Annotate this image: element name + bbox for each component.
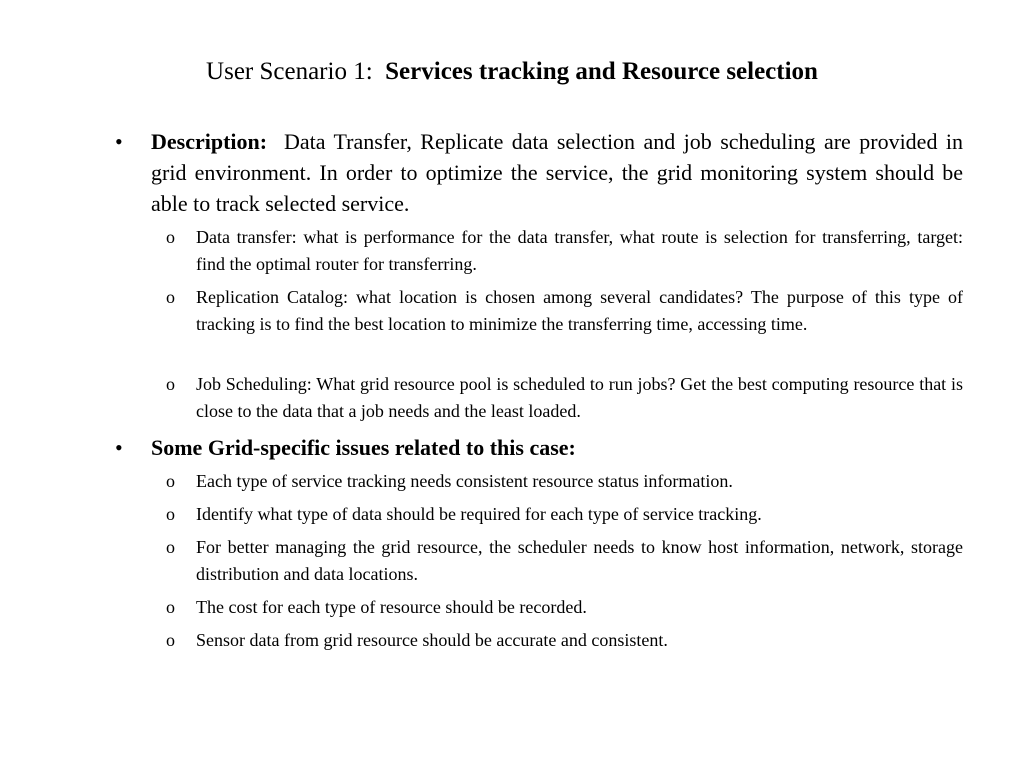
sub-item-scheduler-needs: For better managing the grid resource, the scheduler needs to know host information, network, storage distribution and data locations. xyxy=(196,537,963,584)
sub-item-job-scheduling: Job Scheduling: What grid resource pool is scheduled to run jobs? Get the best computing resource that is close to the data that a job needs and the least loaded. xyxy=(196,374,963,421)
sub-marker: o xyxy=(166,227,175,247)
sub-marker: o xyxy=(166,471,175,491)
sub-marker: o xyxy=(166,287,175,307)
sub-item-identify-data: Identify what type of data should be required for each type of service tracking. xyxy=(196,504,762,524)
bullet-text: Data Transfer, Replicate data selection and job scheduling are provided in grid environment. In order to optimize the service, the grid monitoring system should be able to track selected service. xyxy=(151,129,963,216)
sub-item-data-transfer: Data transfer: what is performance for the data transfer, what route is selection for transferring, target: find the optimal router for transferring. xyxy=(196,227,963,274)
sub-marker: o xyxy=(166,504,175,524)
title-main: Services tracking and Resource selection xyxy=(385,58,818,85)
sub-marker: o xyxy=(166,537,175,557)
bullet-description xyxy=(151,126,963,219)
bullet-label: Some Grid-specific issues related to this case: xyxy=(151,435,576,460)
title-prefix: User Scenario 1: xyxy=(206,58,373,85)
bullet-label: Description: xyxy=(151,129,268,154)
bullet-grid-issues xyxy=(151,432,963,463)
sub-item-sensor-data: Sensor data from grid resource should be accurate and consistent. xyxy=(196,630,668,650)
bullet-marker: • xyxy=(115,435,123,460)
slide-title xyxy=(0,56,1024,88)
sub-marker: o xyxy=(166,630,175,650)
sub-item-consistent-status: Each type of service tracking needs consistent resource status information. xyxy=(196,471,733,491)
sub-marker: o xyxy=(166,374,175,394)
sub-item-cost-recorded: The cost for each type of resource should be recorded. xyxy=(196,597,587,617)
bullet-marker: • xyxy=(115,129,123,154)
sub-item-replication-catalog: Replication Catalog: what location is chosen among several candidates? The purpose of this type of tracking is to find the best location to minimize the transferring time, accessing time. xyxy=(196,287,963,334)
sub-marker: o xyxy=(166,597,175,617)
